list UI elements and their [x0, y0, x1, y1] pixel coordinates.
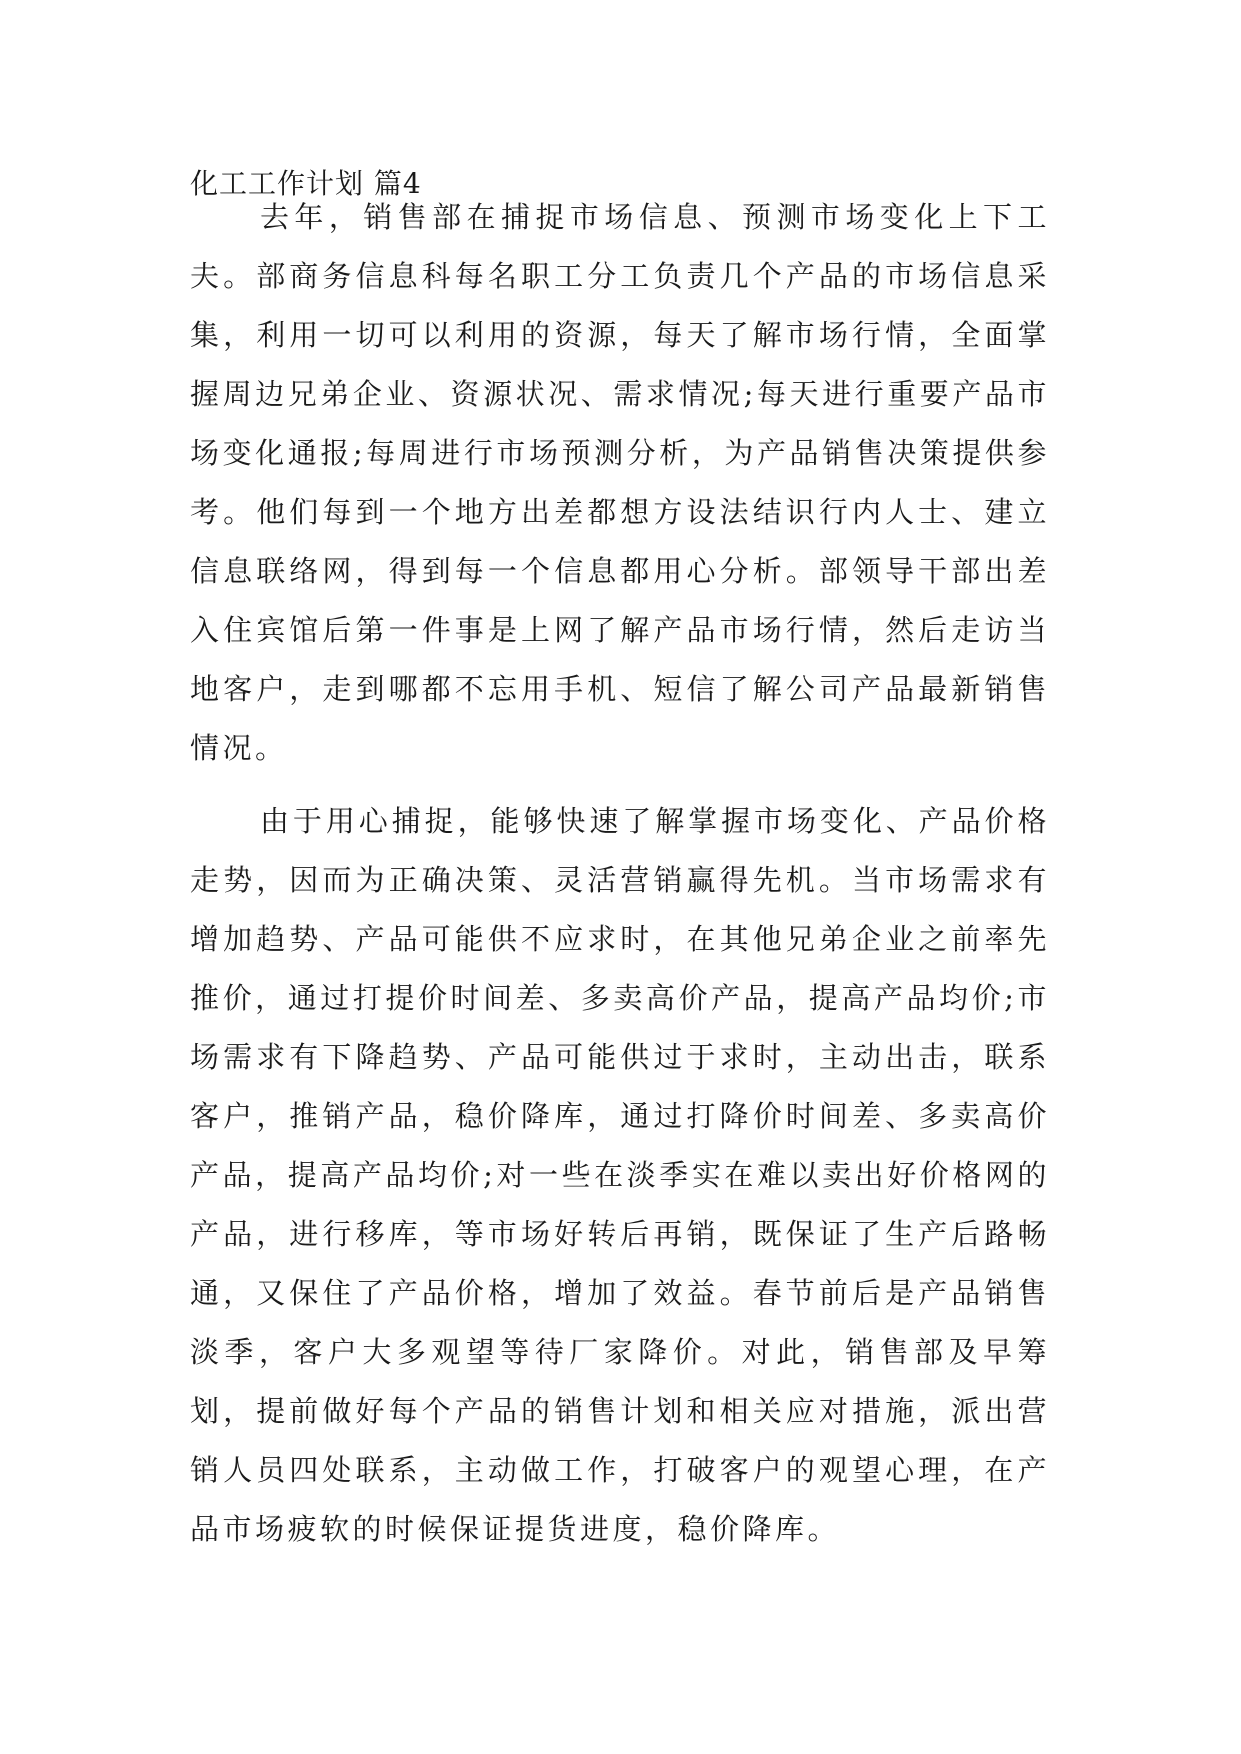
- paragraph-2: 由于用心捕捉，能够快速了解掌握市场变化、产品价格走势，因而为正确决策、灵活营销赢得先机。当市场需求有增加趋势、产品可能供不应求时，在其他兄弟企业之前率先推价，通过打提价时间差、多卖高价产品，提高产品均价;市场需求有下降趋势、产品可能供过于求时，主动出击，联系客户，推销产品，稳价降库，通过打降价时间差、多卖高价产品，提高产品均价;对一些在淡季实在难以卖出好价格网的产品，进行移库，等市场好转后再销，既保证了生产后路畅通，又保住了产品价格，增加了效益。春节前后是产品销售淡季，客户大多观望等待厂家降价。对此，销售部及早筹划，提前做好每个产品的销售计划和相关应对措施，派出营销人员四处联系，主动做工作，打破客户的观望心理，在产品市场疲软的时候保证提货进度，稳价降库。: [190, 804, 1050, 1546]
- document-title: 化工工作计划 篇4: [190, 167, 422, 200]
- paragraph-1: 去年，销售部在捕捉市场信息、预测市场变化上下工夫。部商务信息科每名职工分工负责几个产品的市场信息采集，利用一切可以利用的资源，每天了解市场行情，全面掌握周边兄弟企业、资源状况、需求情况;每天进行重要产品市场变化通报;每周进行市场预测分析，为产品销售决策提供参考。他们每到一个地方出差都想方设法结识行内人士、建立信息联络网，得到每一个信息都用心分析。部领导干部出差入住宾馆后第一件事是上网了解产品市场行情，然后走访当地客户，走到哪都不忘用手机、短信了解公司产品最新销售情况。: [190, 200, 1050, 765]
